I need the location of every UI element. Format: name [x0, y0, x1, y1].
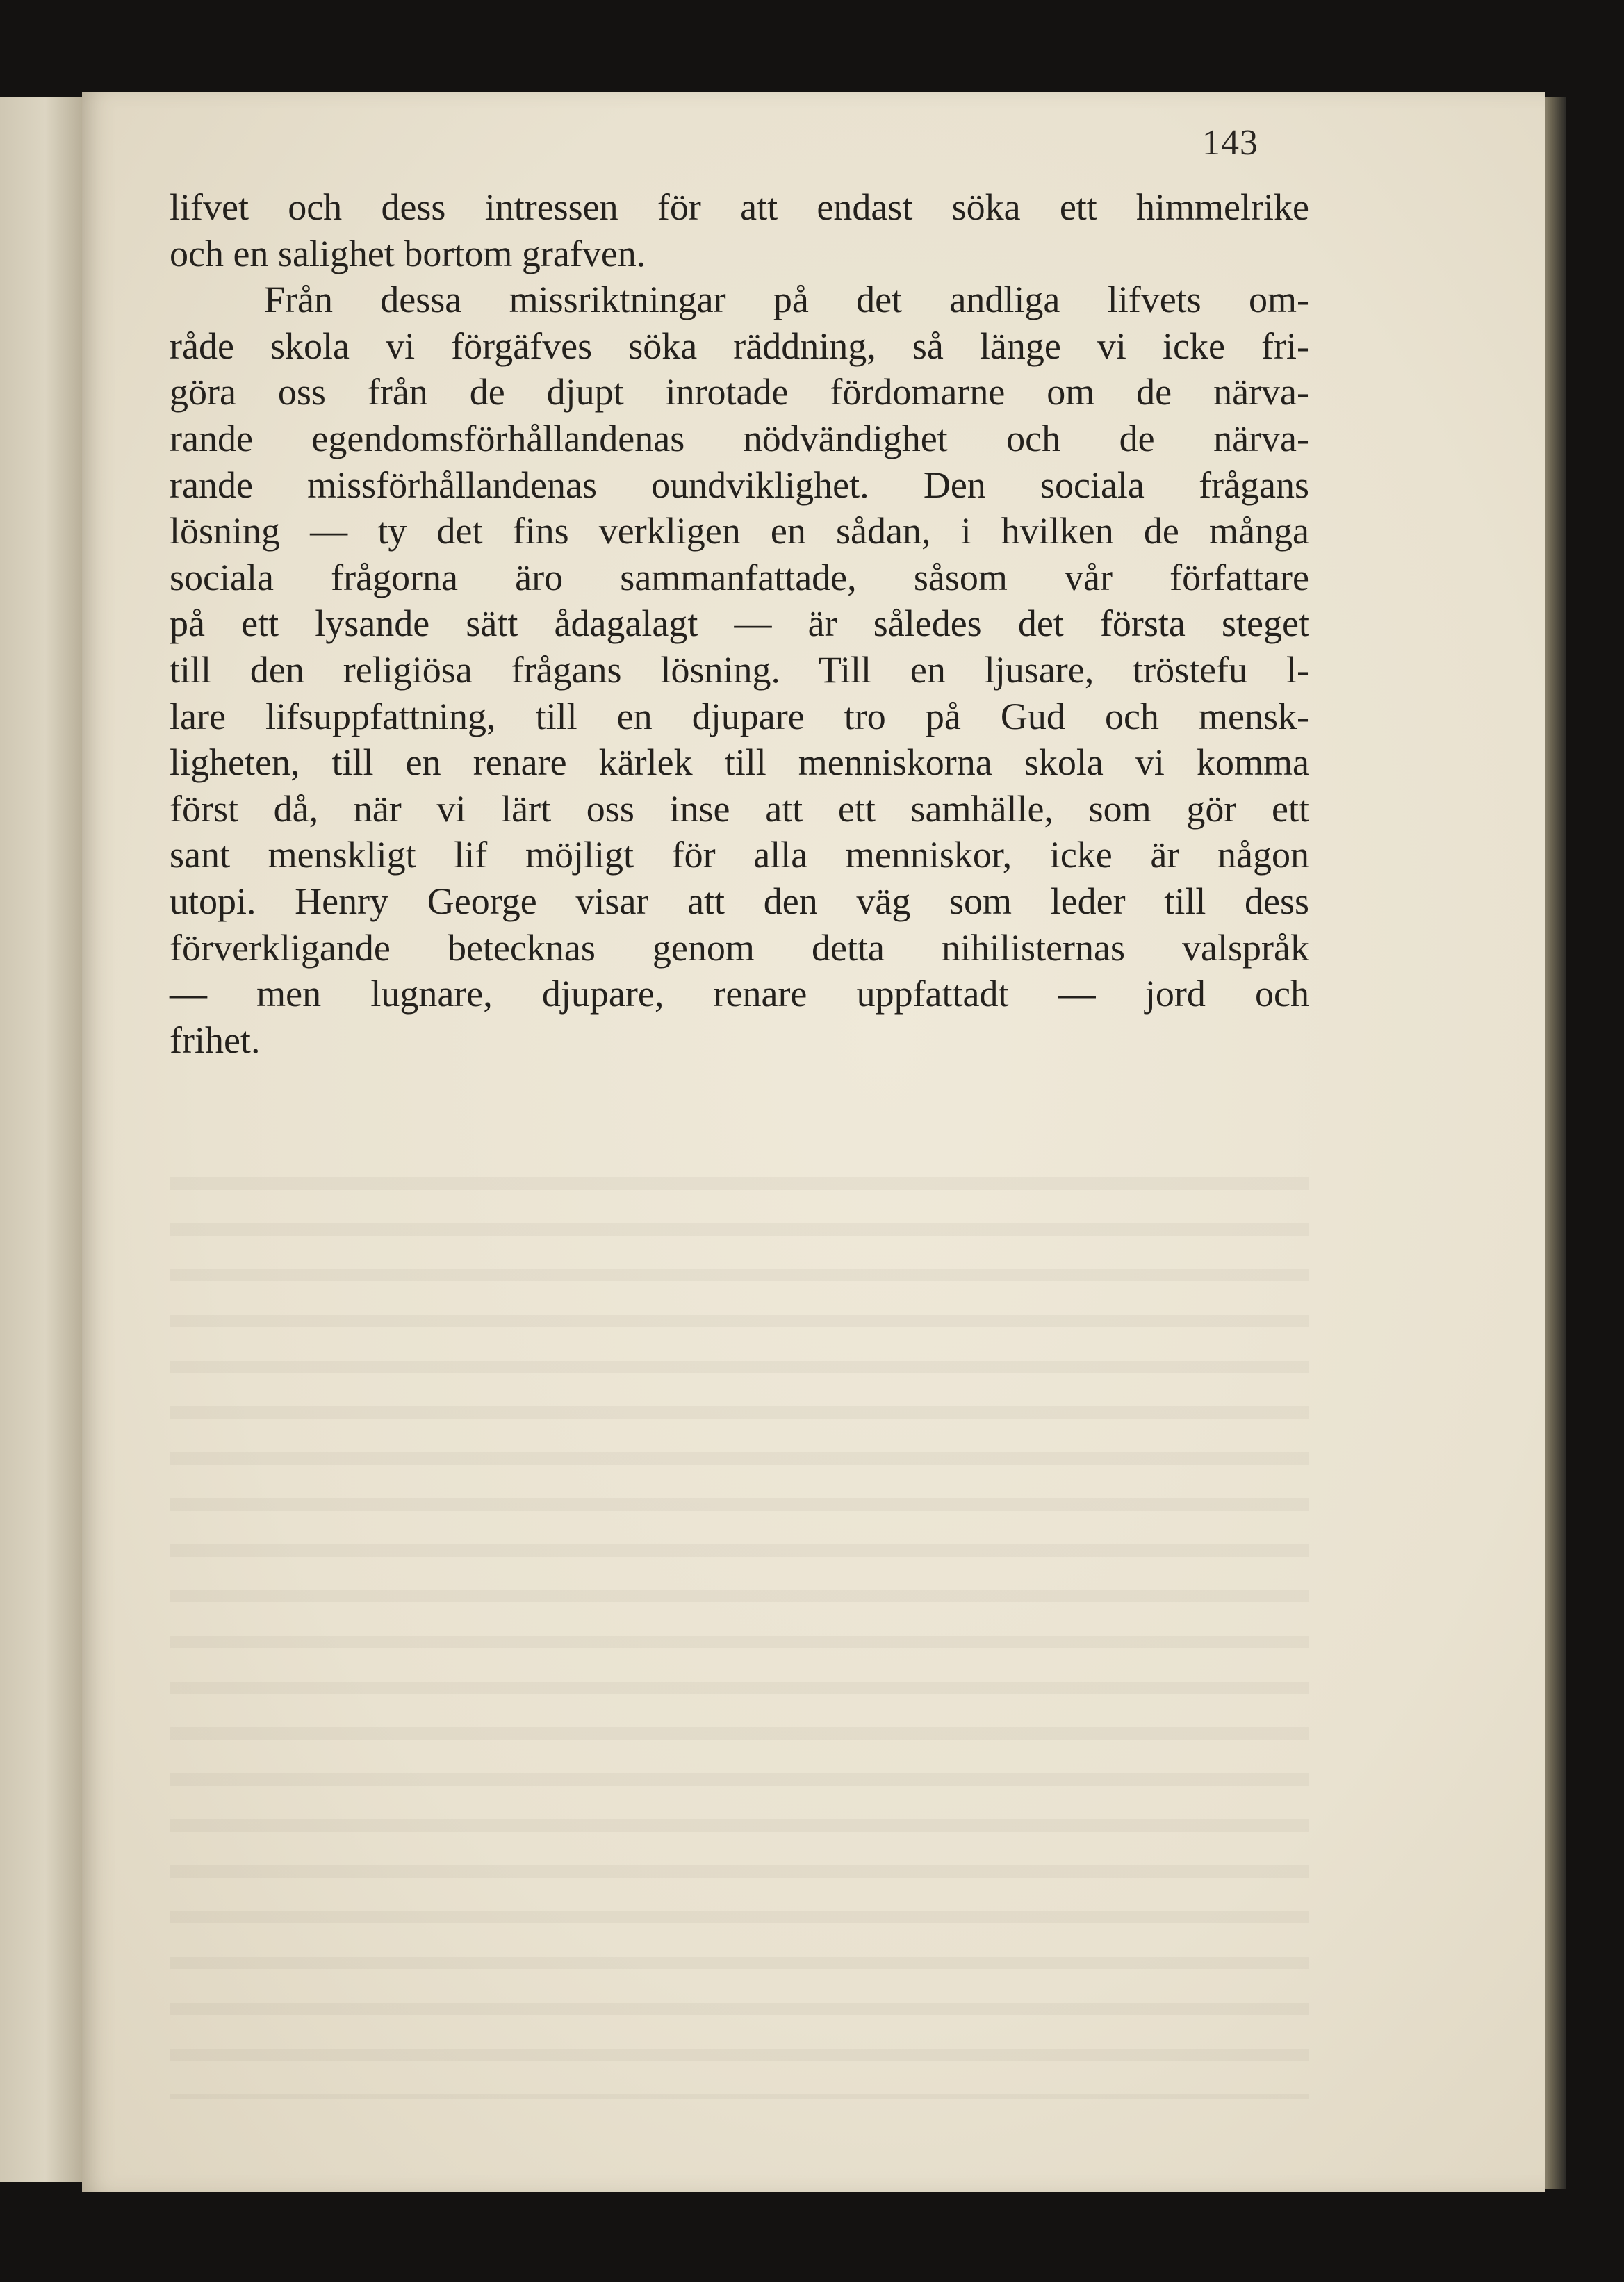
- text-line: först då, när vi lärt oss inse att ett samhälle, som gör ett: [170, 787, 1309, 830]
- text-line: råde skola vi förgäfves söka räddning, så länge vi icke fri-: [170, 325, 1309, 367]
- facing-page-edge: [0, 97, 82, 2182]
- page-number: 143: [1202, 123, 1258, 163]
- text-line: rande missförhållandenas oundviklighet. Den sociala frågans: [170, 463, 1309, 506]
- text-line: sant menskligt lif möjligt för alla menniskor, icke är någon: [170, 834, 1309, 876]
- text-line: utopi. Henry George visar att den väg som leder till dess: [170, 880, 1309, 922]
- text-line: till den religiösa frågans lösning. Till en ljusare, tröstefu l-: [170, 648, 1309, 691]
- text-line: lösning — ty det fins verkligen en sådan, i hvilken de många: [170, 510, 1309, 552]
- text-line: Från dessa missriktningar på det andliga lifvets om-: [264, 279, 1309, 321]
- text-line: — men lugnare, djupare, renare uppfattadt — jord och: [170, 973, 1309, 1015]
- text-line: lare lifsuppfattning, till en djupare tro på Gud och mensk-: [170, 695, 1309, 737]
- text-line: på ett lysande sätt ådagalagt — är således det första steget: [170, 602, 1309, 645]
- text-line: och en salighet bortom grafven.: [170, 232, 646, 274]
- bleed-through-text: [170, 1154, 1309, 2099]
- text-line: göra oss från de djupt inrotade fördomarne om de närva-: [170, 371, 1309, 413]
- text-line: lifvet och dess intressen för att endast söka ett himmelrike: [170, 186, 1309, 228]
- text-line: förverkligande betecknas genom detta nihilisternas valspråk: [170, 926, 1309, 969]
- text-line: sociala frågorna äro sammanfattade, såsom vår författare: [170, 556, 1309, 598]
- text-line: ligheten, till en renare kärlek till menniskorna skola vi komma: [170, 741, 1309, 784]
- text-line: frihet.: [170, 1019, 261, 1061]
- text-line: rande egendomsförhållandenas nödvändighet och de närva-: [170, 417, 1309, 459]
- body-text: [170, 184, 1309, 1063]
